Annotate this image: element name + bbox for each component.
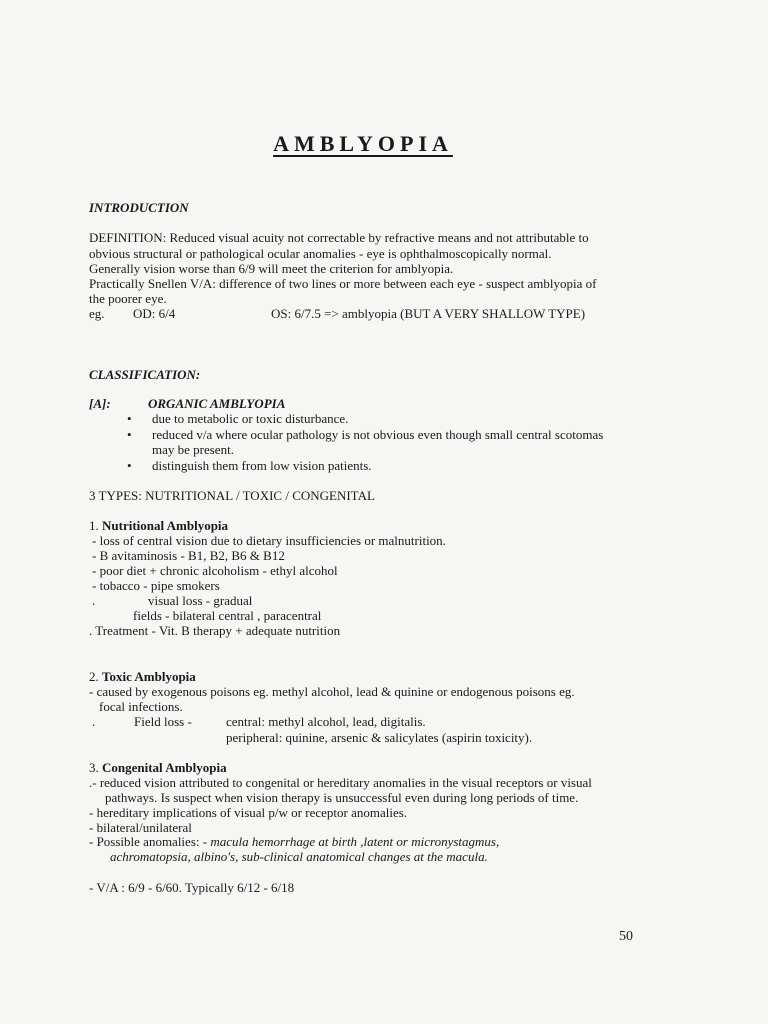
toxic-line: focal infections. <box>99 699 183 714</box>
nutritional-line: - B avitaminosis - B1, B2, B6 & B12 <box>92 548 285 563</box>
bullet-icon: • <box>127 411 132 426</box>
section-a-label: [A]: <box>89 396 111 411</box>
field-loss-label: Field loss - <box>134 714 192 729</box>
example-os: OS: 6/7.5 => amblyopia (BUT A VERY SHALLOW TYPE) <box>271 306 586 321</box>
introduction-heading: INTRODUCTION <box>89 200 189 215</box>
section-number: 3. <box>89 760 99 775</box>
nutritional-dot: . <box>92 593 96 608</box>
bullet-item: due to metabolic or toxic disturbance. <box>152 411 349 426</box>
bullet-icon: • <box>127 427 132 442</box>
bullet-item-continued: may be present. <box>152 442 234 457</box>
possible-anomalies-list: - macula hemorrhage at birth ,latent or micronystagmus, <box>202 834 500 849</box>
intro-line: Practically Snellen V/A: difference of two lines or more between each eye - suspect amblyopia of <box>89 276 597 291</box>
possible-anomalies-list-continued: achromatopsia, albino's, sub-clinical anatomical changes at the macula. <box>110 849 488 864</box>
bullet-item: reduced v/a where ocular pathology is not obvious even though small central scotomas <box>152 427 604 442</box>
section-number: 1. <box>89 518 99 533</box>
field-loss-central: central: methyl alcohol, lead, digitalis. <box>226 714 426 729</box>
congenital-heading <box>89 760 227 775</box>
field-loss-peripheral: peripheral: quinine, arsenic & salicylates (aspirin toxicity). <box>226 730 533 745</box>
nutritional-line: fields - bilateral central , paracentral <box>133 608 322 623</box>
types-line: 3 TYPES: NUTRITIONAL / TOXIC / CONGENITAL <box>89 488 375 503</box>
section-title: Congenital Amblyopia <box>102 760 227 775</box>
nutritional-line: - tobacco - pipe smokers <box>92 578 220 593</box>
nutritional-line: - loss of central vision due to dietary insufficiencies or malnutrition. <box>92 533 446 548</box>
toxic-heading <box>89 669 196 684</box>
toxic-dot: . <box>92 714 96 729</box>
section-number: 2. <box>89 669 99 684</box>
page-number: 50 <box>619 929 633 944</box>
intro-line: DEFINITION: Reduced visual acuity not correctable by refractive means and not attributable to <box>89 230 589 245</box>
bullet-icon: • <box>127 458 132 473</box>
page-title: AMBLYOPIA <box>273 131 453 156</box>
section-title: Nutritional Amblyopia <box>102 518 229 533</box>
section-title: Toxic Amblyopia <box>102 669 196 684</box>
intro-line: Generally vision worse than 6/9 will meet the criterion for amblyopia. <box>89 261 454 276</box>
nutritional-line: - poor diet + chronic alcoholism - ethyl alcohol <box>92 563 338 578</box>
classification-heading: CLASSIFICATION: <box>89 367 201 382</box>
example-eg: eg. <box>89 306 105 321</box>
intro-line: obvious structural or pathological ocular anomalies - eye is ophthalmoscopically normal. <box>89 246 552 261</box>
intro-line: the poorer eye. <box>89 291 167 306</box>
congenital-line: - hereditary implications of visual p/w or receptor anomalies. <box>89 805 408 820</box>
toxic-line: - caused by exogenous poisons eg. methyl alcohol, lead & quinine or endogenous poisons eg. <box>89 684 575 699</box>
possible-anomalies <box>89 834 499 849</box>
congenital-line: .- reduced vision attributed to congenital or hereditary anomalies in the visual receptors or visual <box>89 775 592 790</box>
nutritional-line: visual loss - gradual <box>148 593 253 608</box>
congenital-line: pathways. Is suspect when vision therapy is unsuccessful even during long periods of time. <box>105 790 579 805</box>
possible-anomalies-label: - Possible anomalies: <box>89 834 200 849</box>
congenital-line: - bilateral/unilateral <box>89 820 192 835</box>
nutritional-heading <box>89 518 228 533</box>
va-line: - V/A : 6/9 - 6/60. Typically 6/12 - 6/18 <box>89 880 295 895</box>
section-a-title: ORGANIC AMBLYOPIA <box>148 396 286 411</box>
example-od: OD: 6/4 <box>133 306 176 321</box>
nutritional-line: . Treatment - Vit. B therapy + adequate nutrition <box>89 623 341 638</box>
bullet-item: distinguish them from low vision patients. <box>152 458 372 473</box>
